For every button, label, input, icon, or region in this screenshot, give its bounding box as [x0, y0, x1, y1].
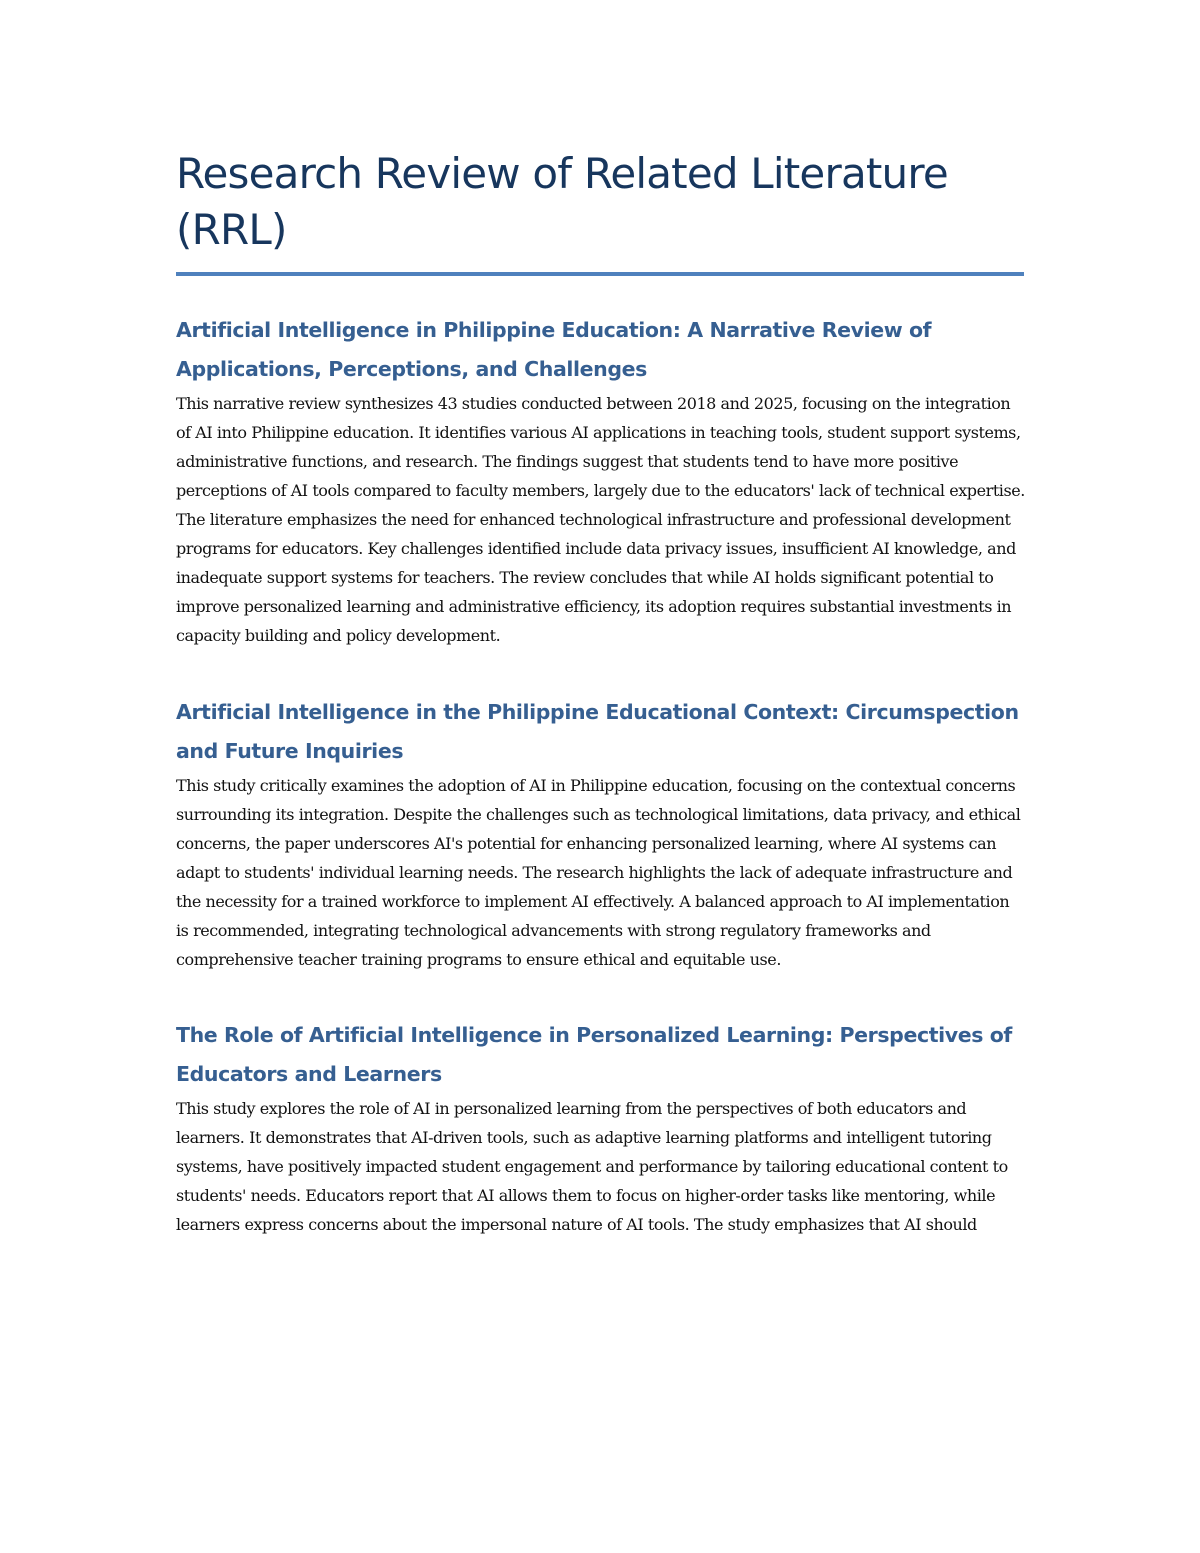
literature-section: [176, 311, 1026, 650]
title-underline-rule: [176, 272, 1024, 276]
section-heading: Artificial Intelligence in the Philippine Educational Context: Circumspection and Future Inquiries: [176, 700, 1019, 763]
section-body-paragraph: This study explores the role of AI in personalized learning from the perspectives of both educators and learners. It demonstrates that AI-driven tools, such as adaptive learning platforms and intelligent tutoring systems, have positively impacted student engagement and performance by tailoring educational content to students' needs. Educators report that AI allows them to focus on higher-order tasks like mentoring, while learners express concerns about the impersonal nature of AI tools. The study emphasizes that AI should: [176, 1099, 1008, 1234]
section-body-paragraph: This study critically examines the adoption of AI in Philippine education, focusing on the contextual concerns surrounding its integration. Despite the challenges such as technological limitations, data privacy, and ethical concerns, the paper underscores AI's potential for enhancing personalized learning, where AI systems can adapt to students' individual learning needs. The research highlights the lack of adequate infrastructure and the necessity for a trained workforce to implement AI effectively. A balanced approach to AI implementation is recommended, integrating technological advancements with strong regulatory frameworks and comprehensive teacher training programs to ensure ethical and equitable use.: [176, 776, 1021, 969]
section-heading: The Role of Artificial Intelligence in Personalized Learning: Perspectives of Educators and Learners: [176, 1023, 1012, 1086]
literature-section: [176, 693, 1026, 974]
document-content: [176, 146, 1026, 1239]
section-body-paragraph: This narrative review synthesizes 43 studies conducted between 2018 and 2025, focusing on the integration of AI into Philippine education. It identifies various AI applications in teaching tools, student support systems, administrative functions, and research. The findings suggest that students tend to have more positive perceptions of AI tools compared to faculty members, largely due to the educators' lack of technical expertise. The literature emphasizes the need for enhanced technological infrastructure and professional development programs for educators. Key challenges identified include data privacy issues, insufficient AI knowledge, and inadequate support systems for teachers. The review concludes that while AI holds significant potential to improve personalized learning and administrative efficiency, its adoption requires substantial investments in capacity building and policy development.: [176, 394, 1025, 645]
section-heading: Artificial Intelligence in Philippine Education: A Narrative Review of Applications, Perceptions, and Challenges: [176, 318, 932, 381]
literature-section: [176, 1016, 1026, 1239]
document-title: Research Review of Related Literature (RRL): [176, 149, 948, 254]
